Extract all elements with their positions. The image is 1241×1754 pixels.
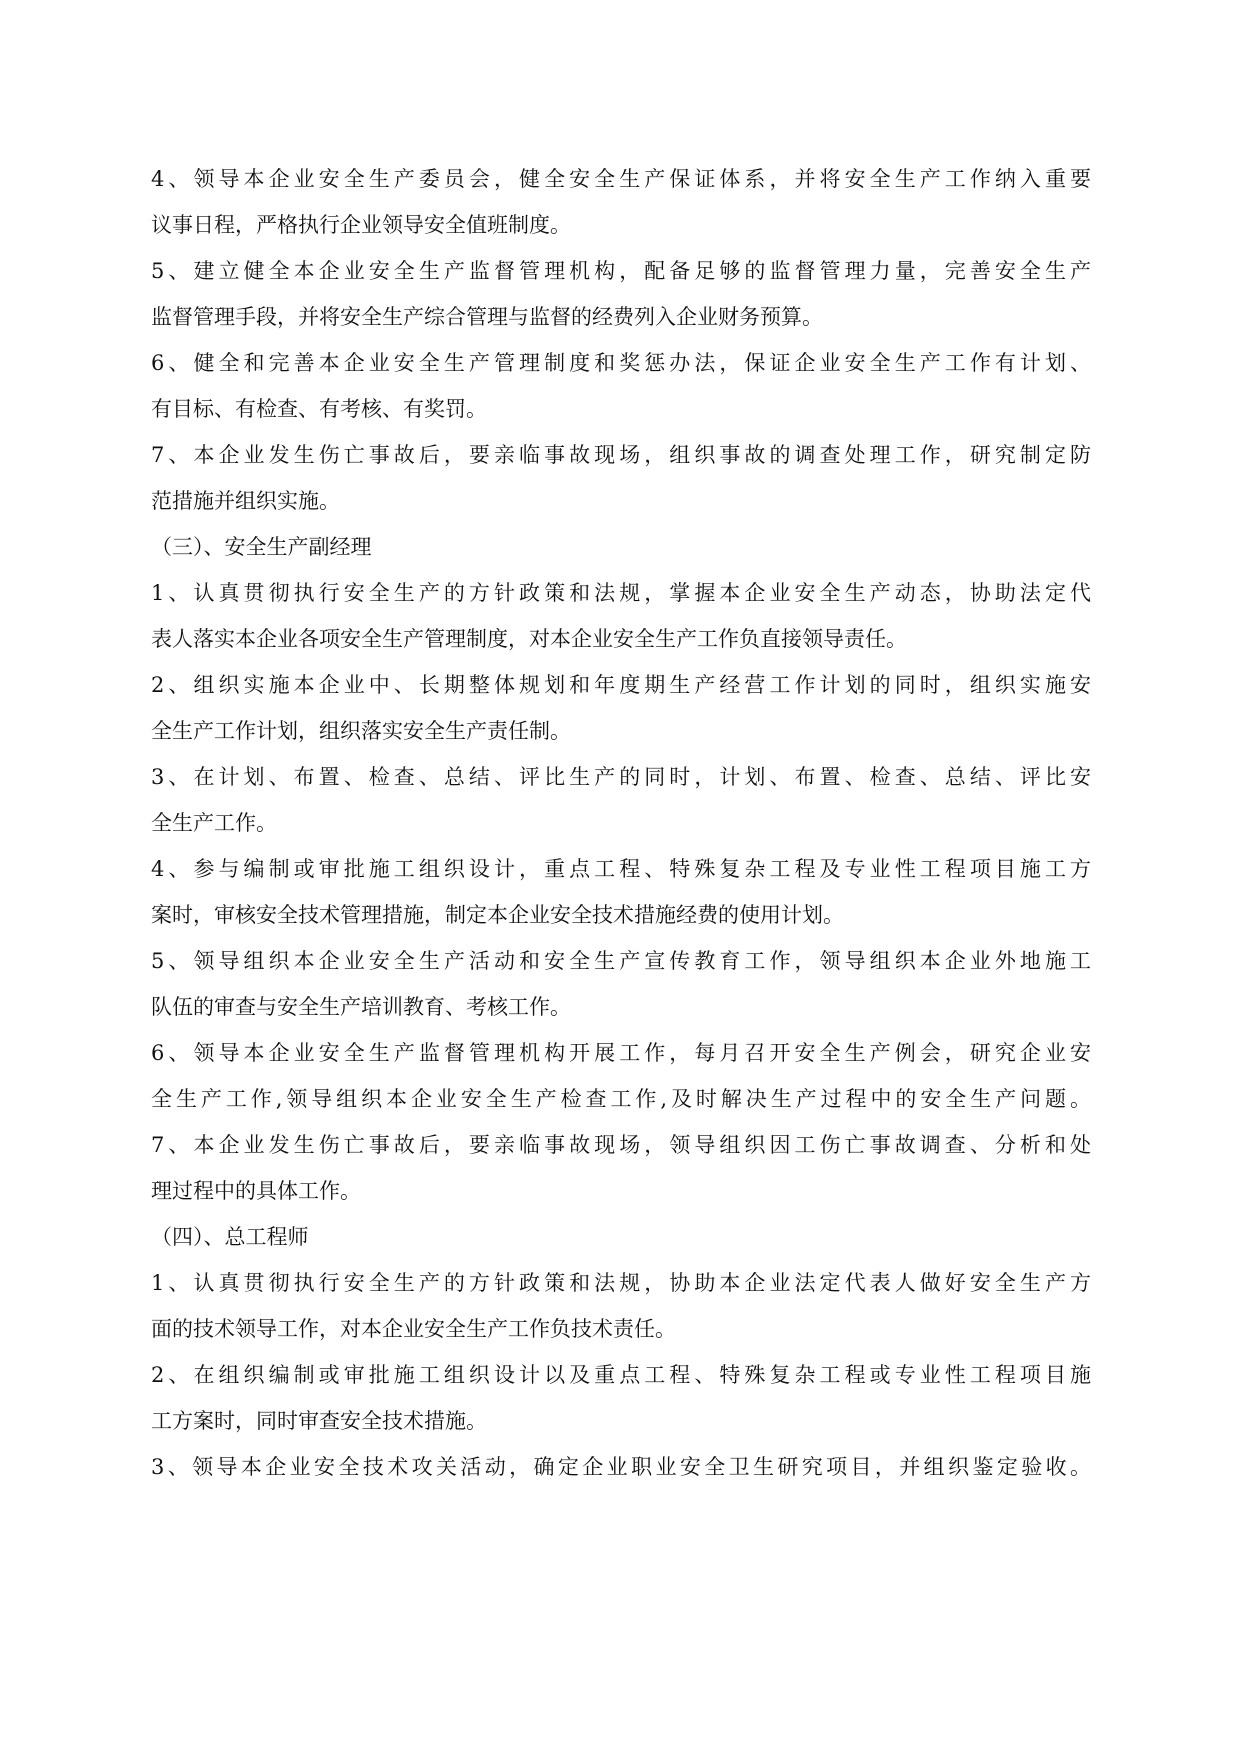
document-body: [151, 156, 1091, 1490]
text-line: 1、认真贯彻执行安全生产的方针政策和法规，掌握本企业安全生产动态，协助法定代: [151, 581, 1091, 605]
text-line: 议事日程，严格执行企业领导安全值班制度。: [151, 213, 571, 237]
text-line: 5、领导组织本企业安全生产活动和安全生产宣传教育工作，领导组织本企业外地施工: [151, 949, 1091, 973]
text-line: 3、领导本企业安全技术攻关活动，确定企业职业安全卫生研究项目，并组织鉴定验收。: [151, 1455, 1091, 1479]
text-line: 全生产工作,领导组织本企业安全生产检查工作,及时解决生产过程中的安全生产问题。: [151, 1087, 1091, 1111]
text-line: 范措施并组织实施。: [151, 489, 340, 513]
text-line: 2、在组织编制或审批施工组织设计以及重点工程、特殊复杂工程或专业性工程项目施: [151, 1363, 1091, 1387]
section-heading: （四）、总工程师: [151, 1225, 309, 1249]
text-line: 5、建立健全本企业安全生产监督管理机构，配备足够的监督管理力量，完善安全生产: [151, 259, 1091, 283]
text-line: 工方案时，同时审查安全技术措施。: [151, 1409, 487, 1433]
text-line: 1、认真贯彻执行安全生产的方针政策和法规，协助本企业法定代表人做好安全生产方: [151, 1271, 1091, 1295]
text-line: 有目标、有检查、有考核、有奖罚。: [151, 397, 487, 421]
text-line: 4、领导本企业安全生产委员会，健全安全生产保证体系，并将安全生产工作纳入重要: [151, 167, 1091, 191]
text-line: 7、本企业发生伤亡事故后，要亲临事故现场，领导组织因工伤亡事故调查、分析和处: [151, 1133, 1091, 1157]
text-line: 6、领导本企业安全生产监督管理机构开展工作，每月召开安全生产例会，研究企业安: [151, 1041, 1091, 1065]
text-line: 队伍的审查与安全生产培训教育、考核工作。: [151, 995, 571, 1019]
text-line: 全生产工作。: [151, 811, 277, 835]
text-line: 监督管理手段，并将安全生产综合管理与监督的经费列入企业财务预算。: [151, 305, 823, 329]
text-line: 面的技术领导工作，对本企业安全生产工作负技术责任。: [151, 1317, 676, 1341]
text-line: 3、在计划、布置、检查、总结、评比生产的同时，计划、布置、检查、总结、评比安: [151, 765, 1091, 789]
section-heading: （三）、安全生产副经理: [151, 535, 372, 559]
text-line: 理过程中的具体工作。: [151, 1179, 361, 1203]
text-line: 2、组织实施本企业中、长期整体规划和年度期生产经营工作计划的同时，组织实施安: [151, 673, 1091, 697]
text-line: 7、本企业发生伤亡事故后，要亲临事故现场，组织事故的调查处理工作，研究制定防: [151, 443, 1091, 467]
text-line: 案时，审核安全技术管理措施，制定本企业安全技术措施经费的使用计划。: [151, 903, 844, 927]
text-line: 4、参与编制或审批施工组织设计，重点工程、特殊复杂工程及专业性工程项目施工方: [151, 857, 1091, 881]
text-line: 全生产工作计划，组织落实安全生产责任制。: [151, 719, 571, 743]
text-line: 6、健全和完善本企业安全生产管理制度和奖惩办法，保证企业安全生产工作有计划、: [151, 351, 1091, 375]
text-line: 表人落实本企业各项安全生产管理制度，对本企业安全生产工作负直接领导责任。: [151, 627, 907, 651]
